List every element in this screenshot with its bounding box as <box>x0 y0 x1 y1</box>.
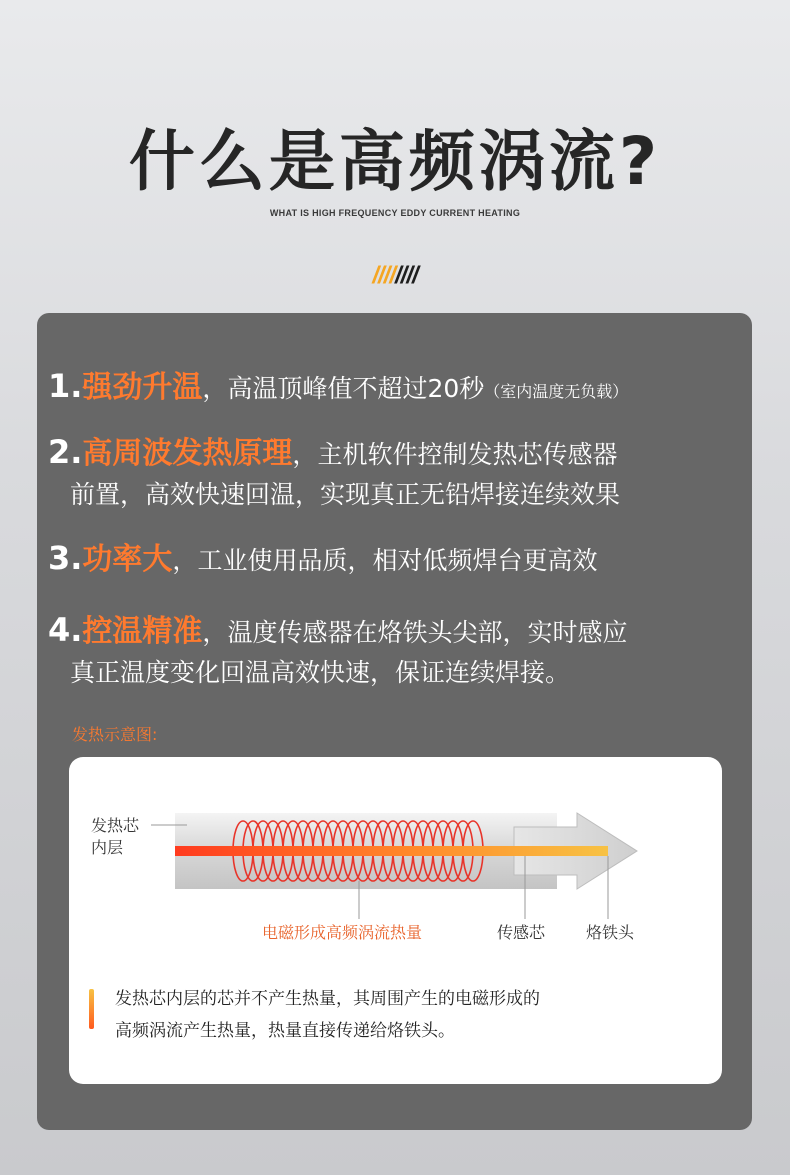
feature-number: 1. <box>48 367 83 405</box>
slash-divider-dark: //// <box>395 262 418 289</box>
feature-separator: ， <box>202 618 228 647</box>
diagram-note-line2: 高频涡流产生热量，热量直接传递给烙铁头。 <box>115 1021 455 1041</box>
feature-highlight: 高周波发热原理 <box>82 436 293 471</box>
feature-highlight: 功率大 <box>82 542 173 577</box>
note-accent-bar <box>89 989 94 1029</box>
page-subtitle: WHAT IS HIGH FREQUENCY EDDY CURRENT HEATING <box>269 208 521 218</box>
feature-text: 主机软件控制发热芯传感器 <box>317 440 618 469</box>
diagram-title: 发热示意图: <box>72 725 158 744</box>
heating-core-rod <box>175 846 608 856</box>
label-tip: 烙铁头 <box>586 923 635 942</box>
feature-number: 4. <box>48 611 83 649</box>
feature-text-line2: 真正温度变化回温高效快速，保证连续焊接。 <box>70 658 571 687</box>
feature-4 <box>48 610 627 693</box>
feature-highlight: 控温精准 <box>82 614 203 649</box>
feature-text: 工业使用品质，相对低频焊台更高效 <box>197 546 598 575</box>
diagram-card <box>69 757 722 1084</box>
label-sensor: 传感芯 <box>497 923 546 942</box>
diagram-note <box>115 983 540 1047</box>
feature-separator: ， <box>292 440 318 469</box>
feature-separator: ， <box>202 374 228 403</box>
label-heating-core <box>91 815 139 859</box>
slash-divider-orange: //// <box>372 262 395 289</box>
feature-number: 2. <box>48 433 83 471</box>
slash-divider <box>0 262 790 290</box>
feature-text-line2: 前置，高效快速回温，实现真正无铅焊接连续效果 <box>70 480 621 509</box>
feature-text: 温度传感器在烙铁头尖部，实时感应 <box>227 618 628 647</box>
label-eddy-heat: 电磁形成高频涡流热量 <box>262 923 423 942</box>
label-heating-core-line1: 发热芯 <box>91 816 140 835</box>
feature-3 <box>48 538 597 581</box>
feature-1 <box>48 366 628 412</box>
feature-text: 高温顶峰值不超过20秒 <box>227 374 485 403</box>
feature-separator: ， <box>172 546 198 575</box>
feature-2 <box>48 432 620 515</box>
label-heating-core-line2: 内层 <box>91 838 124 857</box>
page-title: 什么是高频涡流? <box>128 123 662 200</box>
diagram-note-line1: 发热芯内层的芯并不产生热量，其周围产生的电磁形成的 <box>115 989 540 1009</box>
feature-number: 3. <box>48 539 83 577</box>
feature-highlight: 强劲升温 <box>82 370 203 405</box>
feature-note: （室内温度无负载） <box>484 382 629 401</box>
